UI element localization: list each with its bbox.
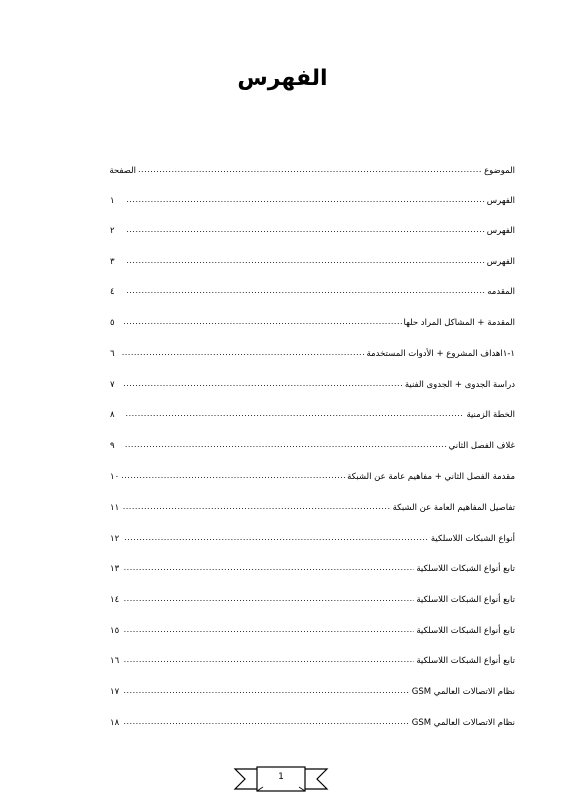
toc-entry-title: تابع أنواع الشبكات اللاسلكية (416, 626, 515, 636)
toc-dot-leader (126, 286, 485, 295)
toc-dot-leader (123, 686, 409, 695)
toc-entry-title: تابع أنواع الشبكات اللاسلكية (416, 595, 515, 605)
toc-dot-leader (124, 533, 429, 542)
toc-entry-title: الخطة الزمنية (466, 410, 515, 420)
toc-entry-title: نظام الاتصالات العالمي GSM (411, 687, 515, 697)
toc-entry-page: ١٧ (110, 687, 120, 697)
toc-dot-leader (124, 655, 415, 664)
toc-entry-page: ١٨ (110, 718, 120, 728)
toc-entry-title: المقدمة + المشاكل المراد حلها (403, 318, 515, 328)
toc-row (110, 343, 515, 359)
toc-dot-leader (126, 225, 484, 234)
toc-entry-title: أنواع الشبكات اللاسلكية (430, 534, 515, 544)
toc-row (110, 374, 515, 390)
toc-entry-page: ١٦ (110, 656, 120, 666)
toc-entry-title: تفاصيل المفاهيم العامة عن الشبكة (392, 503, 515, 513)
toc-row (110, 312, 515, 328)
toc-entry-title: دراسة الجدوى + الجدوى الفنية (404, 380, 515, 390)
toc-entry-title: الفهرس (486, 196, 515, 206)
toc-row (110, 712, 515, 728)
toc-entry-page: ٢ (110, 226, 115, 236)
page-number: 1 (278, 772, 284, 782)
toc-dot-leader (126, 256, 484, 265)
toc-entry-page: ١٤ (110, 595, 120, 605)
toc-entry-title: غلاف الفصل الثاني (448, 441, 515, 451)
toc-entry-page: ١٣ (110, 564, 120, 574)
toc-entry-title: ١-١اهداف المشروع + الأدوات المستخدمة (366, 349, 515, 359)
toc-row (110, 190, 515, 206)
toc-entry-page: ٩ (110, 441, 115, 451)
toc-entry-title: نظام الاتصالات العالمي GSM (411, 718, 515, 728)
toc-row (110, 251, 515, 267)
toc-row (110, 528, 515, 544)
toc-entry-page: ١٢ (110, 534, 120, 544)
toc-entry-title: تابع أنواع الشبكات اللاسلكية (416, 656, 515, 666)
toc-dot-leader (121, 471, 345, 480)
toc-entry-title: تابع أنواع الشبكات اللاسلكية (416, 564, 515, 574)
toc-entry-page: ٤ (110, 287, 115, 297)
toc-entry-page: ٨ (110, 410, 115, 420)
toc-entry-title: الموضوع (484, 166, 515, 176)
toc-dot-leader (124, 625, 415, 634)
toc-row (110, 281, 515, 297)
toc-row (110, 558, 515, 574)
toc-entry-title: الفهرس (486, 257, 515, 267)
toc-entry-title: مقدمة الفصل الثاني + مفاهيم عامة عن الشبكة (347, 472, 515, 482)
toc-row (110, 466, 515, 482)
toc-dot-leader (126, 195, 484, 204)
page-title: الفهرس (237, 66, 328, 91)
toc-entry-page: ٥ (110, 318, 115, 328)
toc-dot-leader (123, 317, 401, 326)
toc-entry-title: الفهرس (486, 226, 515, 236)
toc-dot-leader (126, 409, 465, 418)
toc-row (110, 404, 515, 420)
toc-dot-leader (123, 379, 403, 388)
toc-dot-leader (125, 440, 447, 449)
toc-row (110, 435, 515, 451)
toc-entry-title: المقدمه (487, 287, 515, 297)
toc-dot-leader (124, 563, 415, 572)
toc-entry-page: ١١ (110, 503, 120, 513)
toc-entry-page: ٦ (110, 349, 115, 359)
toc-dot-leader (123, 717, 409, 726)
toc-entry-page: ١ (110, 196, 115, 206)
toc-entry-page: ١٥ (110, 626, 120, 636)
toc-dot-leader (123, 502, 391, 511)
toc-row (110, 681, 515, 697)
toc-row (110, 620, 515, 636)
toc-header-row (110, 160, 515, 176)
toc-dot-leader (124, 594, 415, 603)
toc-entry-page: ٧ (110, 380, 115, 390)
toc-entry-page: ٣ (110, 257, 115, 267)
toc-dot-leader (122, 348, 365, 357)
toc-row (110, 650, 515, 666)
toc-row (110, 220, 515, 236)
toc-row (110, 589, 515, 605)
toc-entry-page: ١٠ (110, 472, 120, 482)
page-number-ribbon (233, 766, 329, 792)
toc-row (110, 497, 515, 513)
toc-entry-page: الصفحة (109, 166, 136, 176)
toc-dot-leader (138, 165, 482, 174)
